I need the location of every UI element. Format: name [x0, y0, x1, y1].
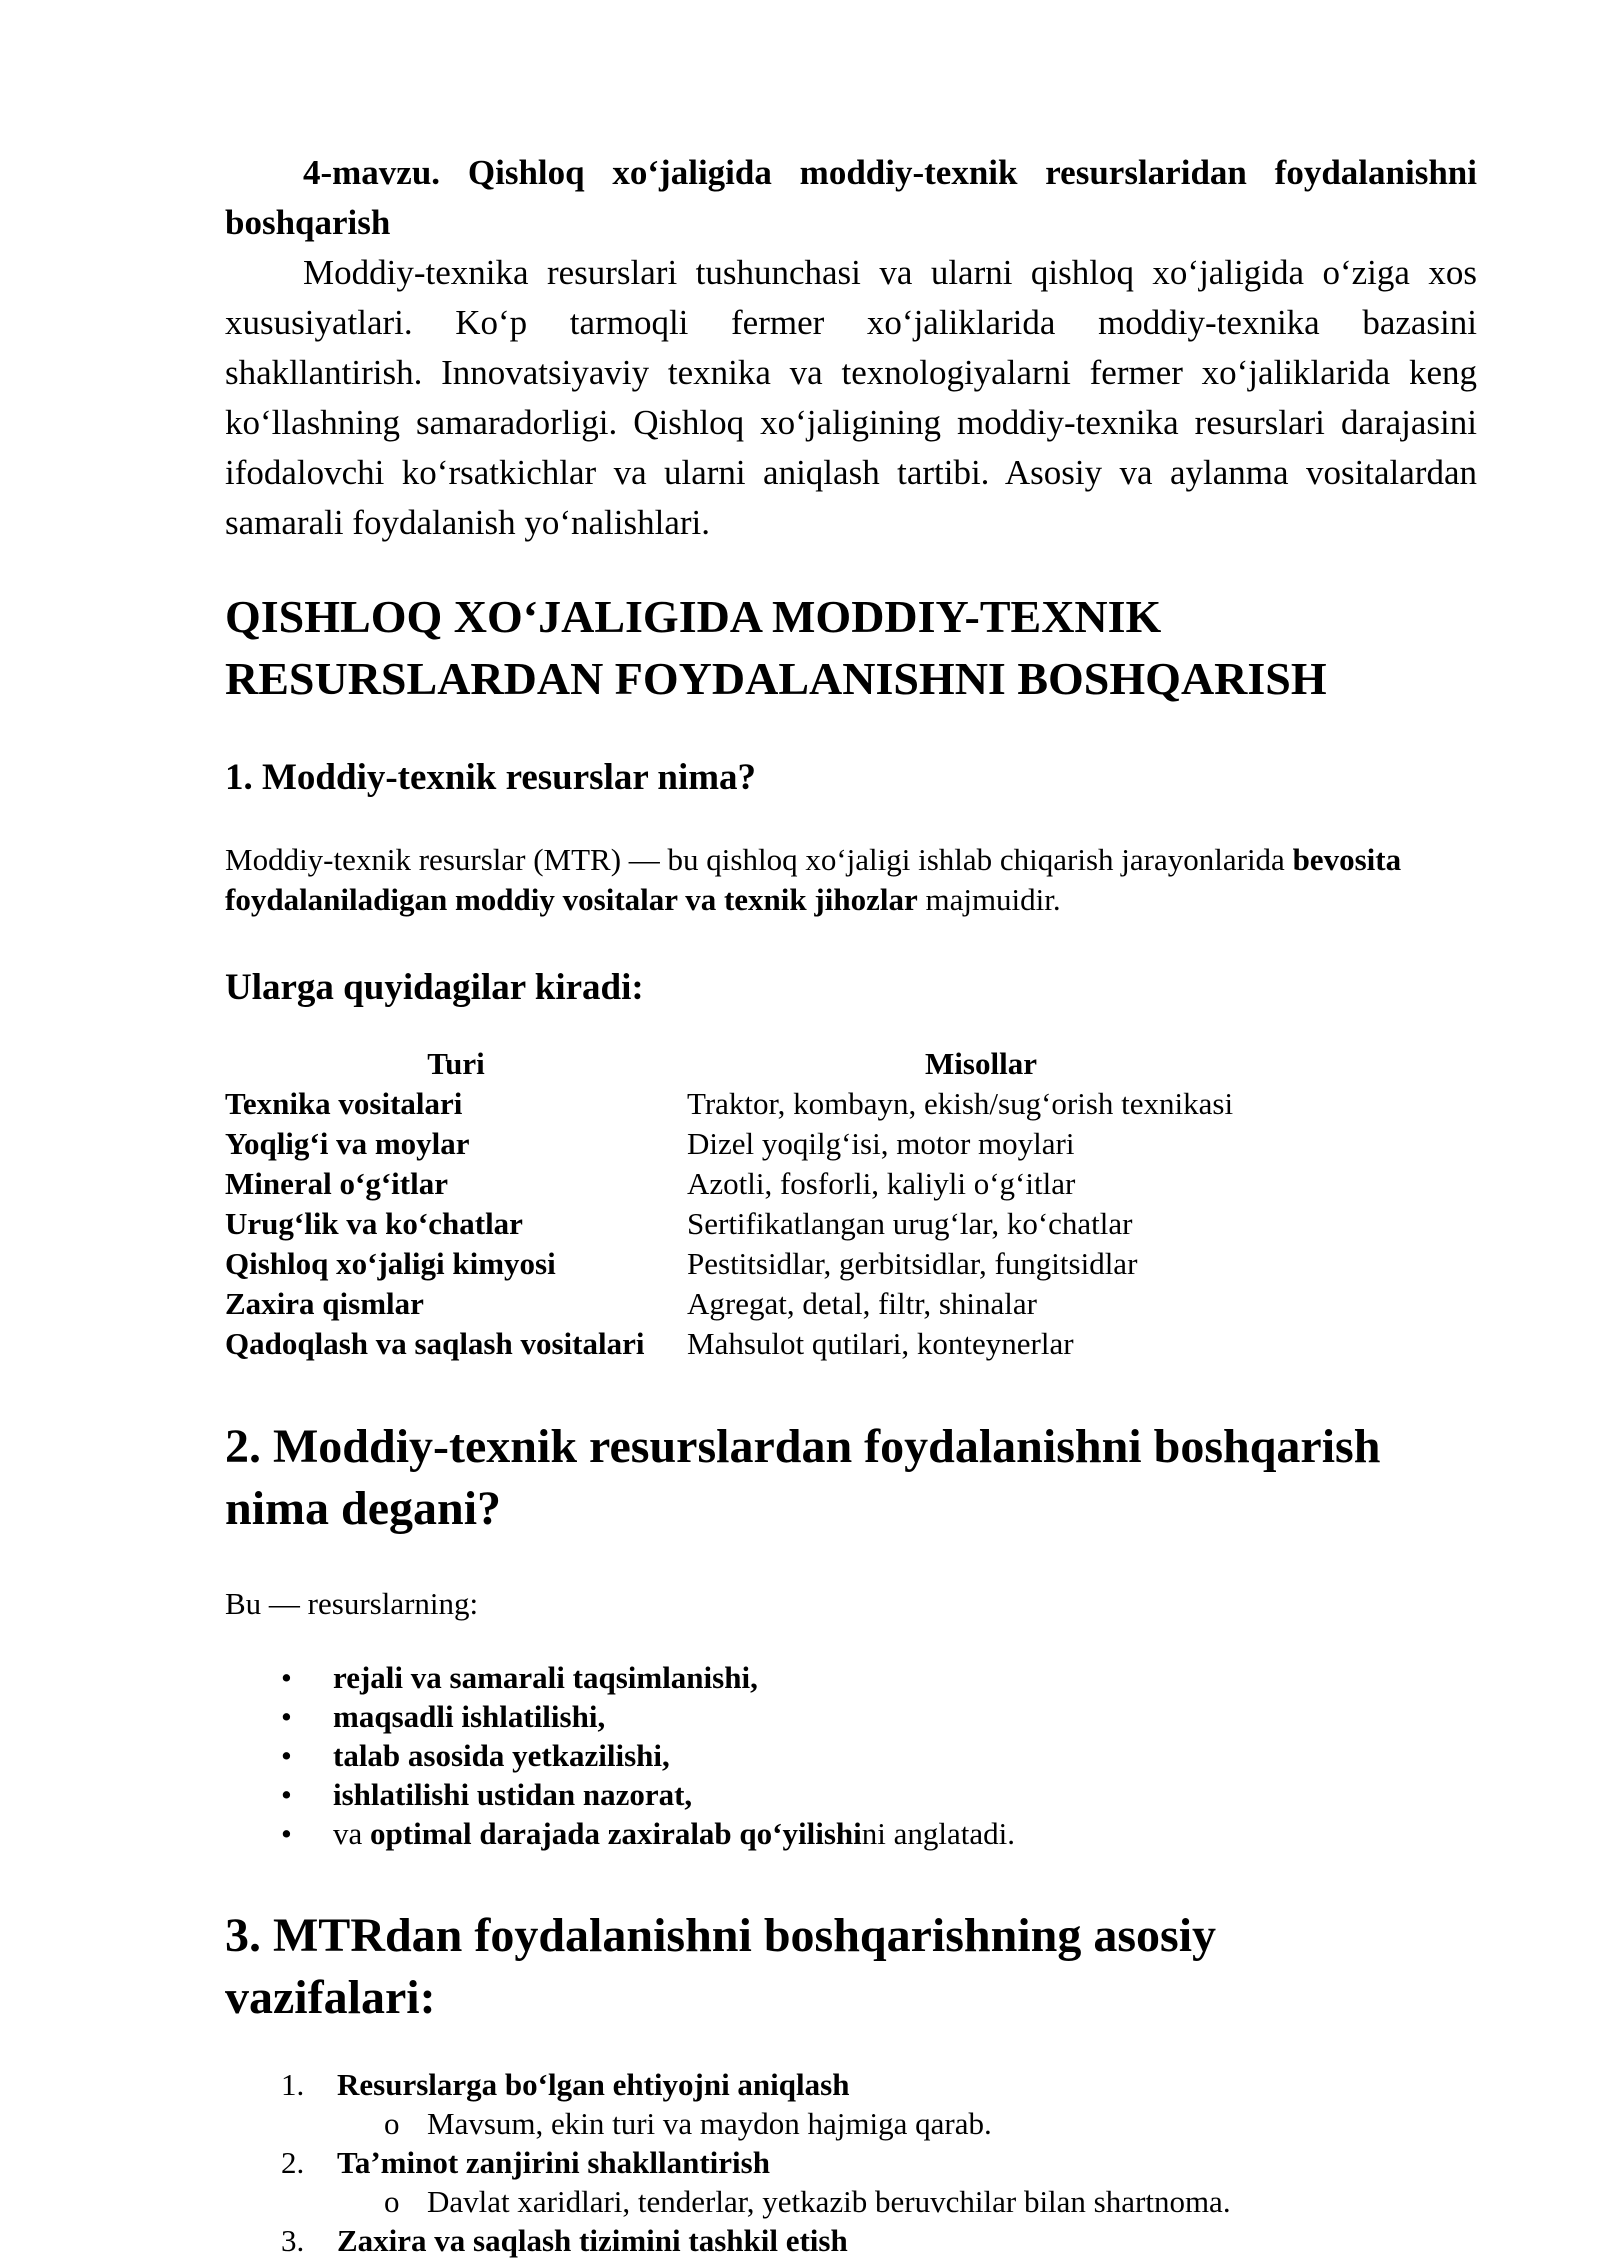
table-row: [225, 1164, 1275, 1204]
table-header-turi: Turi: [427, 1046, 485, 1081]
list-item: [281, 1736, 1477, 1775]
definition-bold: bevosita foydalaniladigan moddiy vositalar va texnik jihozlar: [225, 842, 1402, 917]
table-cell-turi: Qishloq xoʻjaligi kimyosi: [225, 1246, 556, 1281]
table-cell-turi: Texnika vositalari: [225, 1086, 463, 1121]
list-item: [281, 2065, 1477, 2104]
table-cell-misollar: Sertifikatlangan urugʻlar, koʻchatlar: [687, 1206, 1133, 1241]
task-sub-text: Mavsum, ekin turi va maydon hajmiga qarab.: [427, 2106, 992, 2141]
section1-subheading: Ularga quyidagilar kiradi:: [225, 967, 644, 1008]
bullet-pre: va: [333, 1816, 371, 1851]
table-cell-turi: Mineral oʻgʻitlar: [225, 1166, 448, 1201]
table-cell-misollar: Dizel yoqilgʻisi, motor moylari: [687, 1126, 1075, 1161]
table-row: [225, 1084, 1275, 1124]
section2-heading: 2. Moddiy-texnik resurslardan foydalanishni boshqarish nima degani?: [225, 1420, 1381, 1535]
bullet-bold: rejali va samarali taqsimlanishi: [333, 1660, 751, 1695]
table-row: [225, 1324, 1275, 1364]
main-heading: QISHLOQ XOʻJALIGIDA MODDIY-TEXNIK RESURSLARDAN FOYDALANISHNI BOSHQARISH: [225, 591, 1327, 704]
table-header-misollar: Misollar: [925, 1046, 1037, 1081]
bullet-icon: •: [281, 1777, 292, 1812]
mtr-table: [225, 1044, 1275, 1364]
bullet-icon: •: [281, 1699, 292, 1734]
sub-bullet-icon: o: [384, 2184, 400, 2219]
task-list: [225, 2065, 1477, 2260]
bullet-bold: talab asosida yetkazilishi: [333, 1738, 662, 1773]
sub-bullet-icon: o: [384, 2106, 400, 2141]
table-row: [225, 1124, 1275, 1164]
bullet-bold: maqsadli ishlatilishi: [333, 1699, 598, 1734]
bullet-post: ,: [684, 1777, 693, 1812]
table-cell-turi: Zaxira qismlar: [225, 1286, 424, 1321]
table-row: [225, 1244, 1275, 1284]
resource-bullet-list: [225, 1658, 1477, 1853]
definition-post: majmuidir.: [917, 882, 1061, 917]
bullet-post: ni anglatadi.: [861, 1816, 1015, 1851]
bullet-icon: •: [281, 1816, 292, 1851]
table-header-row: [225, 1044, 1275, 1084]
list-item: [281, 2221, 1477, 2260]
doc-title: 4-mavzu. Qishloq xoʻjaligida moddiy-texnik resurslaridan foydalanishni boshqarish: [225, 153, 1477, 242]
list-item: [281, 1775, 1477, 1814]
table-cell-misollar: Azotli, fosforli, kaliyli oʻgʻitlar: [687, 1166, 1076, 1201]
intro-paragraph: Moddiy-texnika resurslari tushunchasi va ularni qishloq xoʻjaligida oʻziga xos xususiyatlari. Koʻp tarmoqli fermer xoʻjaliklarida moddiy-texnika bazasini shakllantirish. Innovatsiyaviy texnika va texnologiyalarni fermer xoʻjaliklarida keng koʻllashning samaradorligi. Qishloq xoʻjaligining moddiy-texnika resurslari darajasini ifodalovchi koʻrsatkichlar va ularni aniqlash tartibi. Asosiy va aylanma vositalardan samarali foydalanish yoʻnalishlari.: [225, 253, 1477, 542]
section3-heading: 3. MTRdan foydalanishni boshqarishning asosiy vazifalari:: [225, 1909, 1217, 2024]
list-item: [281, 1658, 1477, 1697]
section1-heading: 1. Moddiy-texnik resurslar nima?: [225, 757, 757, 798]
table-cell-misollar: Traktor, kombayn, ekish/sugʻorish texnikasi: [687, 1086, 1234, 1121]
task-number: 2.: [281, 2145, 305, 2180]
bullet-post: ,: [662, 1738, 670, 1773]
table-row: [225, 1204, 1275, 1244]
list-item: [281, 1814, 1477, 1853]
table-cell-turi: Qadoqlash va saqlash vositalari: [225, 1326, 645, 1361]
bullet-bold: ishlatilishi ustidan nazorat: [333, 1777, 685, 1812]
section2-lead: Bu — resurslarning:: [225, 1586, 479, 1621]
bullet-icon: •: [281, 1738, 292, 1773]
definition-pre: Moddiy-texnik resurslar (MTR) — bu qishloq xoʻjaligi ishlab chiqarish jarayonlarida: [225, 842, 1293, 877]
list-item: [281, 1697, 1477, 1736]
task-title: Resurslarga boʻlgan ehtiyojni aniqlash: [337, 2067, 850, 2102]
table-cell-misollar: Mahsulot qutilari, konteynerlar: [687, 1326, 1074, 1361]
bullet-bold: optimal darajada zaxiralab qoʻyilishi: [370, 1816, 862, 1851]
task-title: Taʼminot zanjirini shakllantirish: [337, 2145, 770, 2180]
table-cell-misollar: Agregat, detal, filtr, shinalar: [687, 1286, 1037, 1321]
task-number: 3.: [281, 2223, 305, 2258]
task-sub-text: Davlat xaridlari, tenderlar, yetkazib beruvchilar bilan shartnoma.: [427, 2184, 1231, 2219]
bullet-post: ,: [597, 1699, 606, 1734]
task-title: Zaxira va saqlash tizimini tashkil etish: [337, 2223, 848, 2258]
table-cell-misollar: Pestitsidlar, gerbitsidlar, fungitsidlar: [687, 1246, 1138, 1281]
table-cell-turi: Yoqligʻi va moylar: [225, 1126, 470, 1161]
list-item: [281, 2143, 1477, 2182]
task-sub-item: [384, 2182, 1477, 2221]
definition-paragraph: [225, 840, 1477, 920]
bullet-post: ,: [750, 1660, 758, 1695]
table-cell-turi: Urugʻlik va koʻchatlar: [225, 1206, 523, 1241]
task-sub-item: [384, 2104, 1477, 2143]
task-number: 1.: [281, 2067, 305, 2102]
table-row: [225, 1284, 1275, 1324]
bullet-icon: •: [281, 1660, 292, 1695]
